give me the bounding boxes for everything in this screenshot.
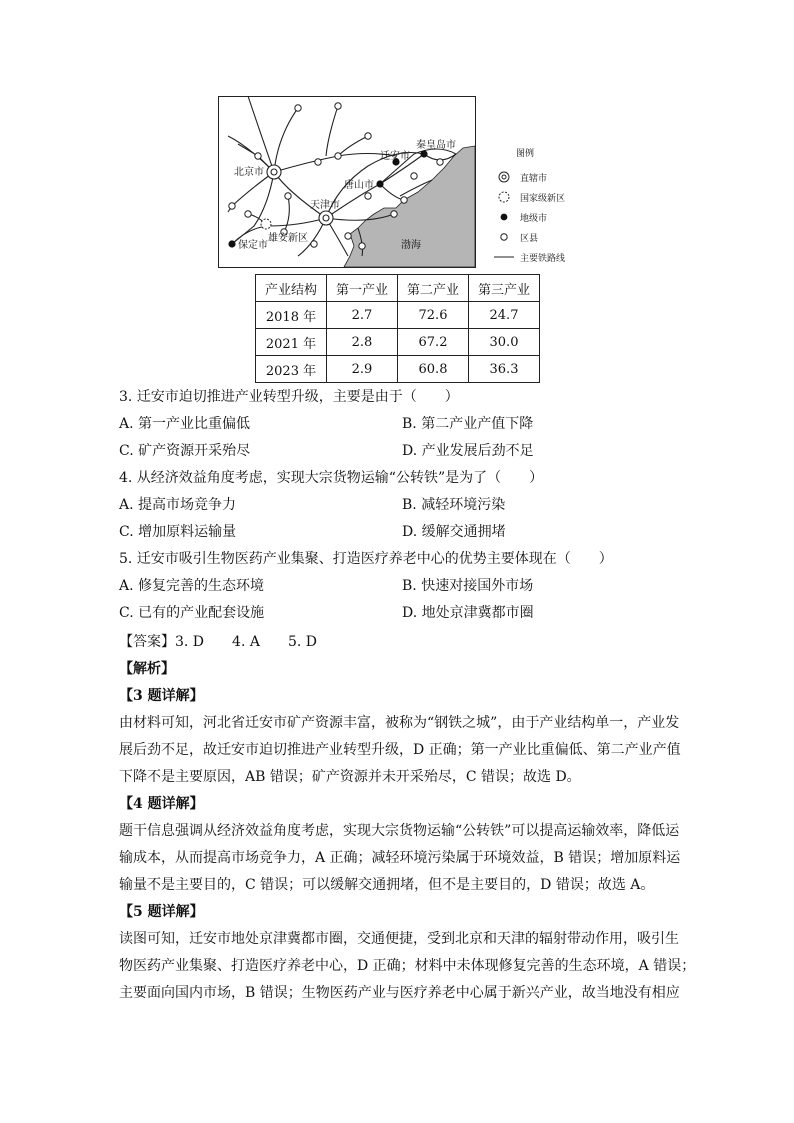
- table-header-row: [256, 275, 540, 302]
- question-4-stem: 4. 从经济效益角度考虑，实现大宗货物运输“公转铁”是为了（ ）: [119, 470, 544, 486]
- table-cell: 30.0: [469, 329, 540, 356]
- legend-item: [494, 190, 565, 204]
- table-header-cell: 产业结构: [256, 275, 327, 302]
- legend-item: [494, 210, 547, 224]
- map-figure: [218, 96, 476, 268]
- detail-line: 读图可知，迁安市地处京津冀都市圈，交通便捷，受到北京和天津的辐射带动作用，吸引生: [119, 931, 679, 947]
- table-cell: 67.2: [398, 329, 469, 356]
- table-cell: 2023 年: [256, 356, 327, 383]
- table-row: [256, 329, 540, 356]
- label-xiongan: 雄安新区: [268, 233, 308, 244]
- legend-label: 区县: [520, 233, 539, 244]
- detail-line: 题干信息强调从经济效益角度考虑，实现大宗货物运输“公转铁”可以提高运输效率，降低运: [119, 823, 680, 839]
- detail-5-body: [119, 926, 696, 1007]
- question-3-option-b: B. 第二产业产值下降: [402, 416, 534, 432]
- detail-line: 输成本，从而提高市场竞争力，A 正确；减轻环境污染属于环境效益，B 错误；增加原料运: [119, 850, 681, 866]
- legend-label: 地级市: [520, 213, 548, 224]
- label-baoding: 保定市: [238, 240, 268, 251]
- prefecture-city-icon: [494, 211, 514, 223]
- legend-label: 国家级新区: [520, 193, 566, 204]
- question-4-option-a: A. 提高市场竞争力: [119, 497, 237, 513]
- label-tangshan: 唐山市: [344, 180, 374, 191]
- railway-line-icon: [494, 254, 514, 260]
- question-3-option-a: A. 第一产业比重偏低: [119, 416, 251, 432]
- table-cell: 24.7: [469, 302, 540, 329]
- answer-line: 【答案】3. D 4. A 5. D: [119, 634, 317, 650]
- detail-line: 展后劲不足，故迁安市迫切推进产业转型升级，D 正确；第一产业比重偏低、第二产业产值: [119, 742, 681, 758]
- detail-4-body: [119, 818, 679, 899]
- table-header-cell: 第二产业: [398, 275, 469, 302]
- label-beijing: 北京市: [234, 167, 264, 178]
- table-cell: 72.6: [398, 302, 469, 329]
- question-5-option-d: D. 地处京津冀都市圈: [402, 605, 534, 621]
- table-header-cell: 第一产业: [327, 275, 398, 302]
- question-5-stem: 5. 迁安市吸引生物医药产业集聚、打造医疗养老中心的优势主要体现在（ ）: [119, 551, 613, 567]
- regional-map: [218, 96, 476, 268]
- detail-line: 输量不是主要目的，C 错误；可以缓解交通拥堵，但不是主要目的，D 错误；故选 A。: [119, 877, 655, 893]
- detail-5-heading: 【5 题详解】: [119, 904, 204, 920]
- table-cell: 36.3: [469, 356, 540, 383]
- national-new-area-icon: [494, 191, 514, 203]
- question-3-stem: 3. 迁安市迫切推进产业转型升级，主要是由于（ ）: [119, 389, 459, 405]
- legend-label: 主要铁路线: [520, 253, 566, 264]
- question-4-option-d: D. 缓解交通拥堵: [402, 524, 506, 540]
- question-5-option-c: C. 已有的产业配套设施: [119, 605, 265, 621]
- detail-line: 物医药产业集聚、打造医疗养老中心，D 正确；材料中未体现修复完善的生态环境，A 错误；: [119, 958, 696, 974]
- industry-structure-table: [255, 274, 540, 383]
- detail-3-body: [119, 710, 679, 791]
- detail-line: 下降不是主要原因，AB 错误；矿产资源并未开采殆尽，C 错误；故选 D。: [119, 769, 581, 785]
- legend-label: 直辖市: [520, 173, 548, 184]
- question-3-option-c: C. 矿产资源开采殆尽: [119, 443, 251, 459]
- table-header-cell: 第三产业: [469, 275, 540, 302]
- district-county-icon: [494, 231, 514, 243]
- table-cell: 2.7: [327, 302, 398, 329]
- table-cell: 2.9: [327, 356, 398, 383]
- label-qinhuangdao: 秦皇岛市: [416, 140, 456, 151]
- legend-item: [494, 230, 538, 244]
- table-cell: 2021 年: [256, 329, 327, 356]
- question-3-option-d: D. 产业发展后劲不足: [402, 443, 534, 459]
- question-5-option-b: B. 快速对接国外市场: [402, 578, 534, 594]
- legend-item: [494, 170, 547, 184]
- table-cell: 2.8: [327, 329, 398, 356]
- legend-item: [494, 250, 565, 264]
- label-tianjin: 天津市: [310, 200, 340, 211]
- analysis-label: 【解析】: [119, 661, 175, 677]
- table-row: [256, 302, 540, 329]
- xiongan-marker: [261, 219, 271, 229]
- detail-line: 主要面向国内市场，B 错误；生物医药产业与医疗养老中心属于新兴产业，故当地没有相应: [119, 985, 680, 1001]
- detail-3-heading: 【3 题详解】: [119, 688, 204, 704]
- label-qianan: 迁安市: [380, 151, 410, 162]
- legend-title: 图例: [516, 149, 535, 159]
- table-row: [256, 356, 540, 383]
- question-4-option-b: B. 减轻环境污染: [402, 497, 506, 513]
- label-bohai: 渤海: [401, 240, 421, 251]
- municipality-icon: [494, 171, 514, 183]
- detail-line: 由材料可知，河北省迁安市矿产资源丰富，被称为“钢铁之城”，由于产业结构单一，产业发: [119, 715, 680, 731]
- question-5-option-a: A. 修复完善的生态环境: [119, 578, 265, 594]
- question-4-option-c: C. 增加原料运输量: [119, 524, 237, 540]
- table-cell: 2018 年: [256, 302, 327, 329]
- detail-4-heading: 【4 题详解】: [119, 796, 204, 812]
- table-cell: 60.8: [398, 356, 469, 383]
